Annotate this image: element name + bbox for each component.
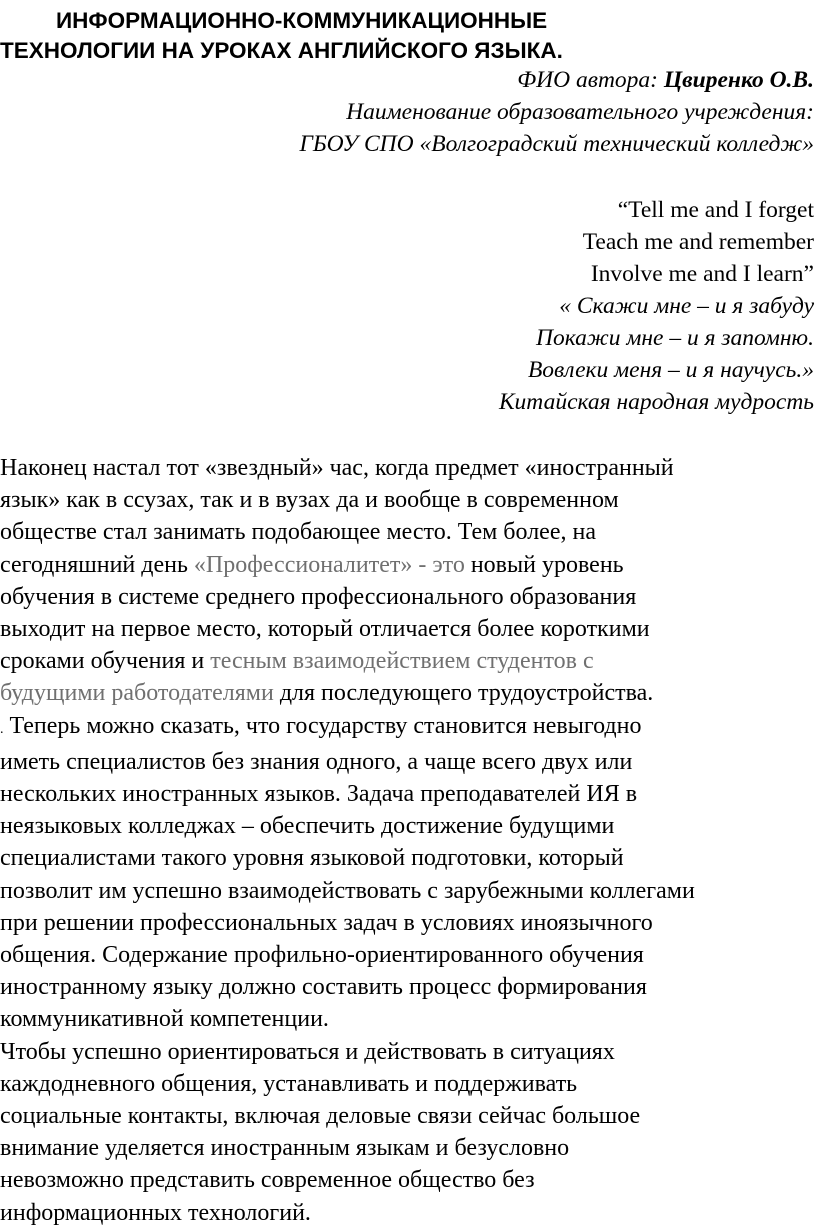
title-line-1: ИНФОРМАЦИОННО-КОММУНИКАЦИОННЫЕ	[56, 8, 548, 33]
body-text-run: Теперь можно сказать, что государству становится невыгодно	[3, 712, 642, 739]
author-label: ФИО автора:	[517, 67, 664, 93]
epigraph-en-line: “Tell me and I forget	[617, 197, 814, 223]
body-line	[0, 677, 816, 709]
highlighted-text-run: будущими работодателями	[0, 680, 274, 707]
institution-label: Наименование образовательного учреждения:	[346, 99, 814, 125]
stray-dot: .	[0, 721, 4, 737]
body-line: обществе стал занимать подобающее место. Тем более, на	[0, 519, 596, 546]
title-line-2: ТЕХНОЛОГИИ НА УРОКАХ АНГЛИЙСКОГО ЯЗЫКА.	[0, 38, 563, 63]
body-text-run: новый уровень	[464, 551, 624, 578]
body-line: иностранному языку должно составить процесс формирования	[0, 974, 647, 1001]
body-line: Наконец настал тот «звездный» час, когда предмет «иностранный	[0, 455, 674, 481]
body-line	[0, 549, 816, 581]
body-line: коммуникативной компетенции.	[0, 1006, 329, 1033]
epigraph	[499, 194, 814, 418]
body-line: социальные контакты, включая деловые связи сейчас большое	[0, 1103, 641, 1130]
body-line: позволит им успешно взаимодействовать с зарубежными коллегами	[0, 877, 695, 904]
body-text-run: сегодняшний день	[0, 551, 194, 578]
highlighted-text-run: «Профессионалитет» - это	[193, 551, 465, 578]
body-text-run: для последующего трудоустройства.	[273, 680, 654, 707]
author-info	[299, 64, 814, 160]
body-line: иметь специалистов без знания одного, а чаще всего двух или	[0, 748, 633, 775]
body-line: обучения в системе среднего профессионального образования	[0, 583, 637, 610]
body-line: внимание уделяется иностранным языкам и безусловно	[0, 1135, 570, 1162]
body-line: выходит на первое место, который отличается более короткими	[0, 616, 650, 643]
epigraph-ru-line: Вовлеки меня – и я научусь.»	[527, 357, 814, 383]
body-text-run: сроками обучения и	[0, 648, 211, 675]
body-line: при решении профессиональных задач в условиях иноязычного	[0, 909, 653, 936]
document-title	[0, 6, 816, 66]
body-line: каждодневного общения, устанавливать и поддерживать	[0, 1070, 578, 1097]
body-line: невозможно представить современное общество без	[0, 1167, 535, 1194]
body-line: язык» как в ссузах, так и в вузах да и вообще в современном	[0, 487, 619, 514]
epigraph-en-line: Involve me and I learn”	[590, 261, 814, 287]
body-text	[0, 452, 816, 1229]
author-name: Цвиренко О.В.	[663, 67, 814, 93]
body-line: информационных технологий.	[0, 1199, 311, 1226]
epigraph-source: Китайская народная мудрость	[498, 389, 814, 415]
epigraph-ru-line: Покажи мне – и я запомню.	[536, 325, 814, 351]
epigraph-ru-line: « Скажи мне – и я забуду	[559, 293, 814, 319]
body-line	[0, 710, 816, 746]
body-line: неязыковых колледжах – обеспечить достижение будущими	[0, 813, 615, 840]
author-line	[299, 64, 814, 96]
body-line: специалистами такого уровня языковой подготовки, который	[0, 845, 624, 872]
body-line: Чтобы успешно ориентироваться и действовать в ситуациях	[0, 1038, 615, 1065]
body-line	[0, 645, 816, 677]
epigraph-en-line: Teach me and remember	[582, 229, 814, 255]
body-line: общения. Содержание профильно-ориентированного обучения	[0, 942, 644, 969]
body-line: нескольких иностранных языков. Задача преподавателей ИЯ в	[0, 781, 638, 808]
institution-name: ГБОУ СПО «Волгоградский технический колледж»	[299, 131, 814, 157]
highlighted-text-run: тесным взаимодействием студентов с	[210, 648, 594, 675]
